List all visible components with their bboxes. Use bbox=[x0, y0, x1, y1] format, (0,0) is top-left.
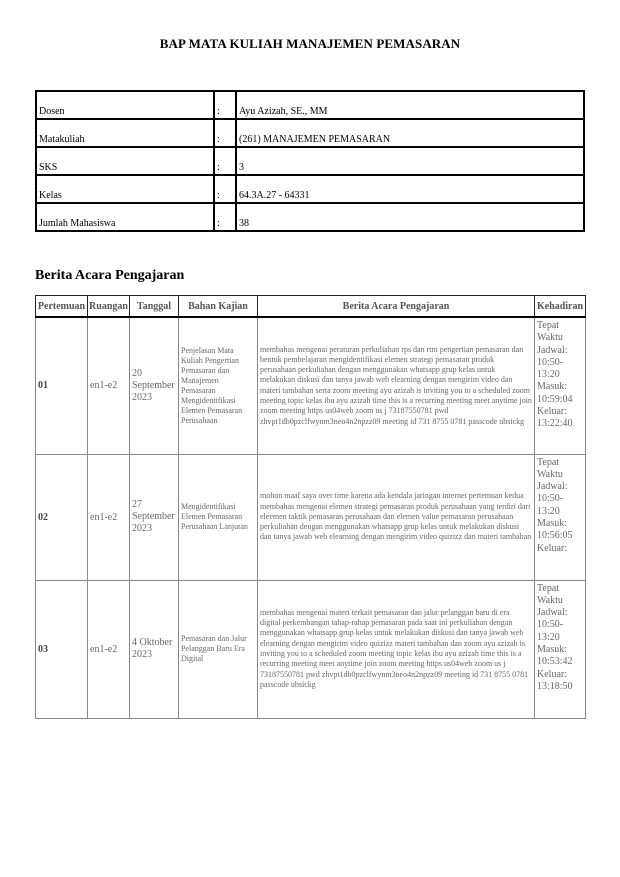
table-row bbox=[36, 317, 586, 454]
info-label: SKS bbox=[36, 147, 214, 175]
info-row-jumlah-mahasiswa bbox=[36, 203, 584, 231]
kehadiran-line: 13:20 bbox=[537, 505, 560, 517]
kehadiran-line: Jadwal: bbox=[537, 481, 568, 493]
info-label: Jumlah Mahasiswa bbox=[36, 203, 214, 231]
kehadiran-line: Jadwal: bbox=[537, 344, 568, 356]
kehadiran-line: Keluar: bbox=[537, 542, 567, 554]
kehadiran-line: Tepat bbox=[537, 582, 560, 594]
table-row bbox=[36, 454, 586, 580]
kehadiran-line: Keluar: bbox=[537, 406, 567, 418]
header-ruangan: Ruangan bbox=[88, 296, 130, 318]
info-value: 3 bbox=[236, 147, 584, 175]
cell-kehadiran bbox=[535, 317, 586, 454]
info-separator: : bbox=[214, 91, 236, 119]
cell-pertemuan: 03 bbox=[36, 580, 88, 718]
kehadiran-line: Waktu bbox=[537, 468, 563, 480]
header-kehadiran: Kehadiran bbox=[535, 296, 586, 318]
cell-berita-acara: membahas mengenai materi terkait pemasaran dan jalur pelanggan baru di era digital perkembangan tahap-rahap pemasaran pada saat ini perkuliahan dengan menggunakan whatsapp grup kelas untuk melakukan diskusi dan tanya jawab web elearning dengan mengirim video quizizz materi tambahan dan zoom ayu azizah is inviting you to a scheduled zoom meeting topic kelas ibu ayu azizah time this is a recurring meeting meet anytime join zoom meeting https us04web zoom us j 73187550781 pwd zhvpt1db0pzclfwynm3neo4n2npzz09 meeting id 731 8755 0781 passcode ubsickg bbox=[258, 580, 535, 718]
cell-pertemuan: 01 bbox=[36, 317, 88, 454]
cell-ruangan: en1-e2 bbox=[88, 317, 130, 454]
kehadiran-line: 13:22:40 bbox=[537, 418, 573, 430]
cell-ruangan: en1-e2 bbox=[88, 580, 130, 718]
kehadiran-line: 10:53:42 bbox=[537, 656, 573, 668]
table-row bbox=[36, 580, 586, 718]
kehadiran-line: 13:20 bbox=[537, 631, 560, 643]
kehadiran-line: Waktu bbox=[537, 594, 563, 606]
bap-table bbox=[35, 295, 586, 719]
kehadiran-line: Waktu bbox=[537, 332, 563, 344]
kehadiran-line: Masuk: bbox=[537, 517, 567, 529]
kehadiran-line: Jadwal: bbox=[537, 607, 568, 619]
page-title: BAP MATA KULIAH MANAJEMEN PEMASARAN bbox=[159, 36, 461, 51]
cell-tanggal: 4 Oktober 2023 bbox=[130, 580, 179, 718]
info-row-sks bbox=[36, 147, 584, 175]
header-pertemuan: Pertemuan bbox=[36, 296, 88, 318]
header-bahan-kajian: Bahan Kajian bbox=[179, 296, 258, 318]
header-tanggal: Tanggal bbox=[130, 296, 179, 318]
kehadiran-line: Tepat bbox=[537, 320, 560, 331]
info-row-kelas bbox=[36, 175, 584, 203]
info-separator: : bbox=[214, 175, 236, 203]
kehadiran-line: Masuk: bbox=[537, 381, 567, 393]
cell-bahan-kajian: Mengidentifikasi Elemen Pemasaran Perusahaan Lanjutan bbox=[179, 454, 258, 580]
kehadiran-line: Tepat bbox=[537, 456, 560, 468]
cell-tanggal: 27 September 2023 bbox=[130, 454, 179, 580]
cell-bahan-kajian: Pemasaran dan Jalur Pelanggan Baru Era Digital bbox=[179, 580, 258, 718]
info-label: Matakuliah bbox=[36, 119, 214, 147]
info-separator: : bbox=[214, 119, 236, 147]
kehadiran-line: 10:50- bbox=[537, 356, 564, 368]
kehadiran-line: Keluar: bbox=[537, 668, 567, 680]
kehadiran-line: 10:56:05 bbox=[537, 530, 573, 542]
info-value: 38 bbox=[236, 203, 584, 231]
info-label: Kelas bbox=[36, 175, 214, 203]
info-row-matakuliah bbox=[36, 119, 584, 147]
info-separator: : bbox=[214, 203, 236, 231]
cell-berita-acara: membahas mengenai peraturan perkuliahan rps dan rtm pengertian pemasaran dan bentuk pembelajaran mengidentifikasi elemen strategi pemasaran produk perusahaan perkuliahan dengan menggunakan whatsapp grup kelas untuk melakukan diskusi dan tanya jawab web elearning dengan mengirim video dan materi tambahan serta zoom meeting ayu azizah is inviting you to a scheduled zoom meeting topic kelas ibu ayu azizah time this is a recurring meeting meet anytime join zoom meeting https us04web zoom us j 73187550781 pwd zhvpt1db0pzclfwynm3neo4n2npzz09 meeting id 731 8755 0781 passcode ubsickg bbox=[258, 317, 535, 454]
course-info-table bbox=[35, 90, 585, 232]
kehadiran-line: 10:50- bbox=[537, 619, 564, 631]
kehadiran-line: 10:50- bbox=[537, 493, 564, 505]
info-value: (261) MANAJEMEN PEMASARAN bbox=[236, 119, 584, 147]
kehadiran-line: 13:18:50 bbox=[537, 680, 573, 692]
info-row-dosen bbox=[36, 91, 584, 119]
kehadiran-line: 13:20 bbox=[537, 369, 560, 381]
bap-header-row bbox=[36, 296, 586, 318]
header-berita-acara: Berita Acara Pengajaran bbox=[258, 296, 535, 318]
cell-kehadiran bbox=[535, 454, 586, 580]
cell-tanggal: 20 September 2023 bbox=[130, 317, 179, 454]
info-label: Dosen bbox=[36, 91, 214, 119]
kehadiran-line: Masuk: bbox=[537, 643, 567, 655]
info-value: 64.3A.27 - 64331 bbox=[236, 175, 584, 203]
cell-kehadiran bbox=[535, 580, 586, 718]
cell-bahan-kajian: Penjelasan Mata Kuliah Pengertian Pemasaran dan Manajemen Pemasaran Mengidentifikasi Elemen Pemasaran Perusahaan bbox=[179, 317, 258, 454]
info-separator: : bbox=[214, 147, 236, 175]
section-title: Berita Acara Pengajaran bbox=[35, 268, 185, 283]
info-value: Ayu Azizah, SE., MM bbox=[236, 91, 584, 119]
cell-ruangan: en1-e2 bbox=[88, 454, 130, 580]
kehadiran-line: 10:59:04 bbox=[537, 393, 573, 405]
cell-pertemuan: 02 bbox=[36, 454, 88, 580]
cell-berita-acara: mohon maaf saya over time karena ada kendala jaringan internet pertemuan kedua membahas mengenai elemen strategi pemasaran produk perusahaan yang terdiri dari eleemen taktik pemasaran perusahaan dan elemen value pemasaran perusahaan perkuliahan dengan menggunakan whatsapp grup kelas untuk melakukan diskusi dan tanya jawab web elearning dengan mengirim video quizizz dan materi tambahan bbox=[258, 454, 535, 580]
